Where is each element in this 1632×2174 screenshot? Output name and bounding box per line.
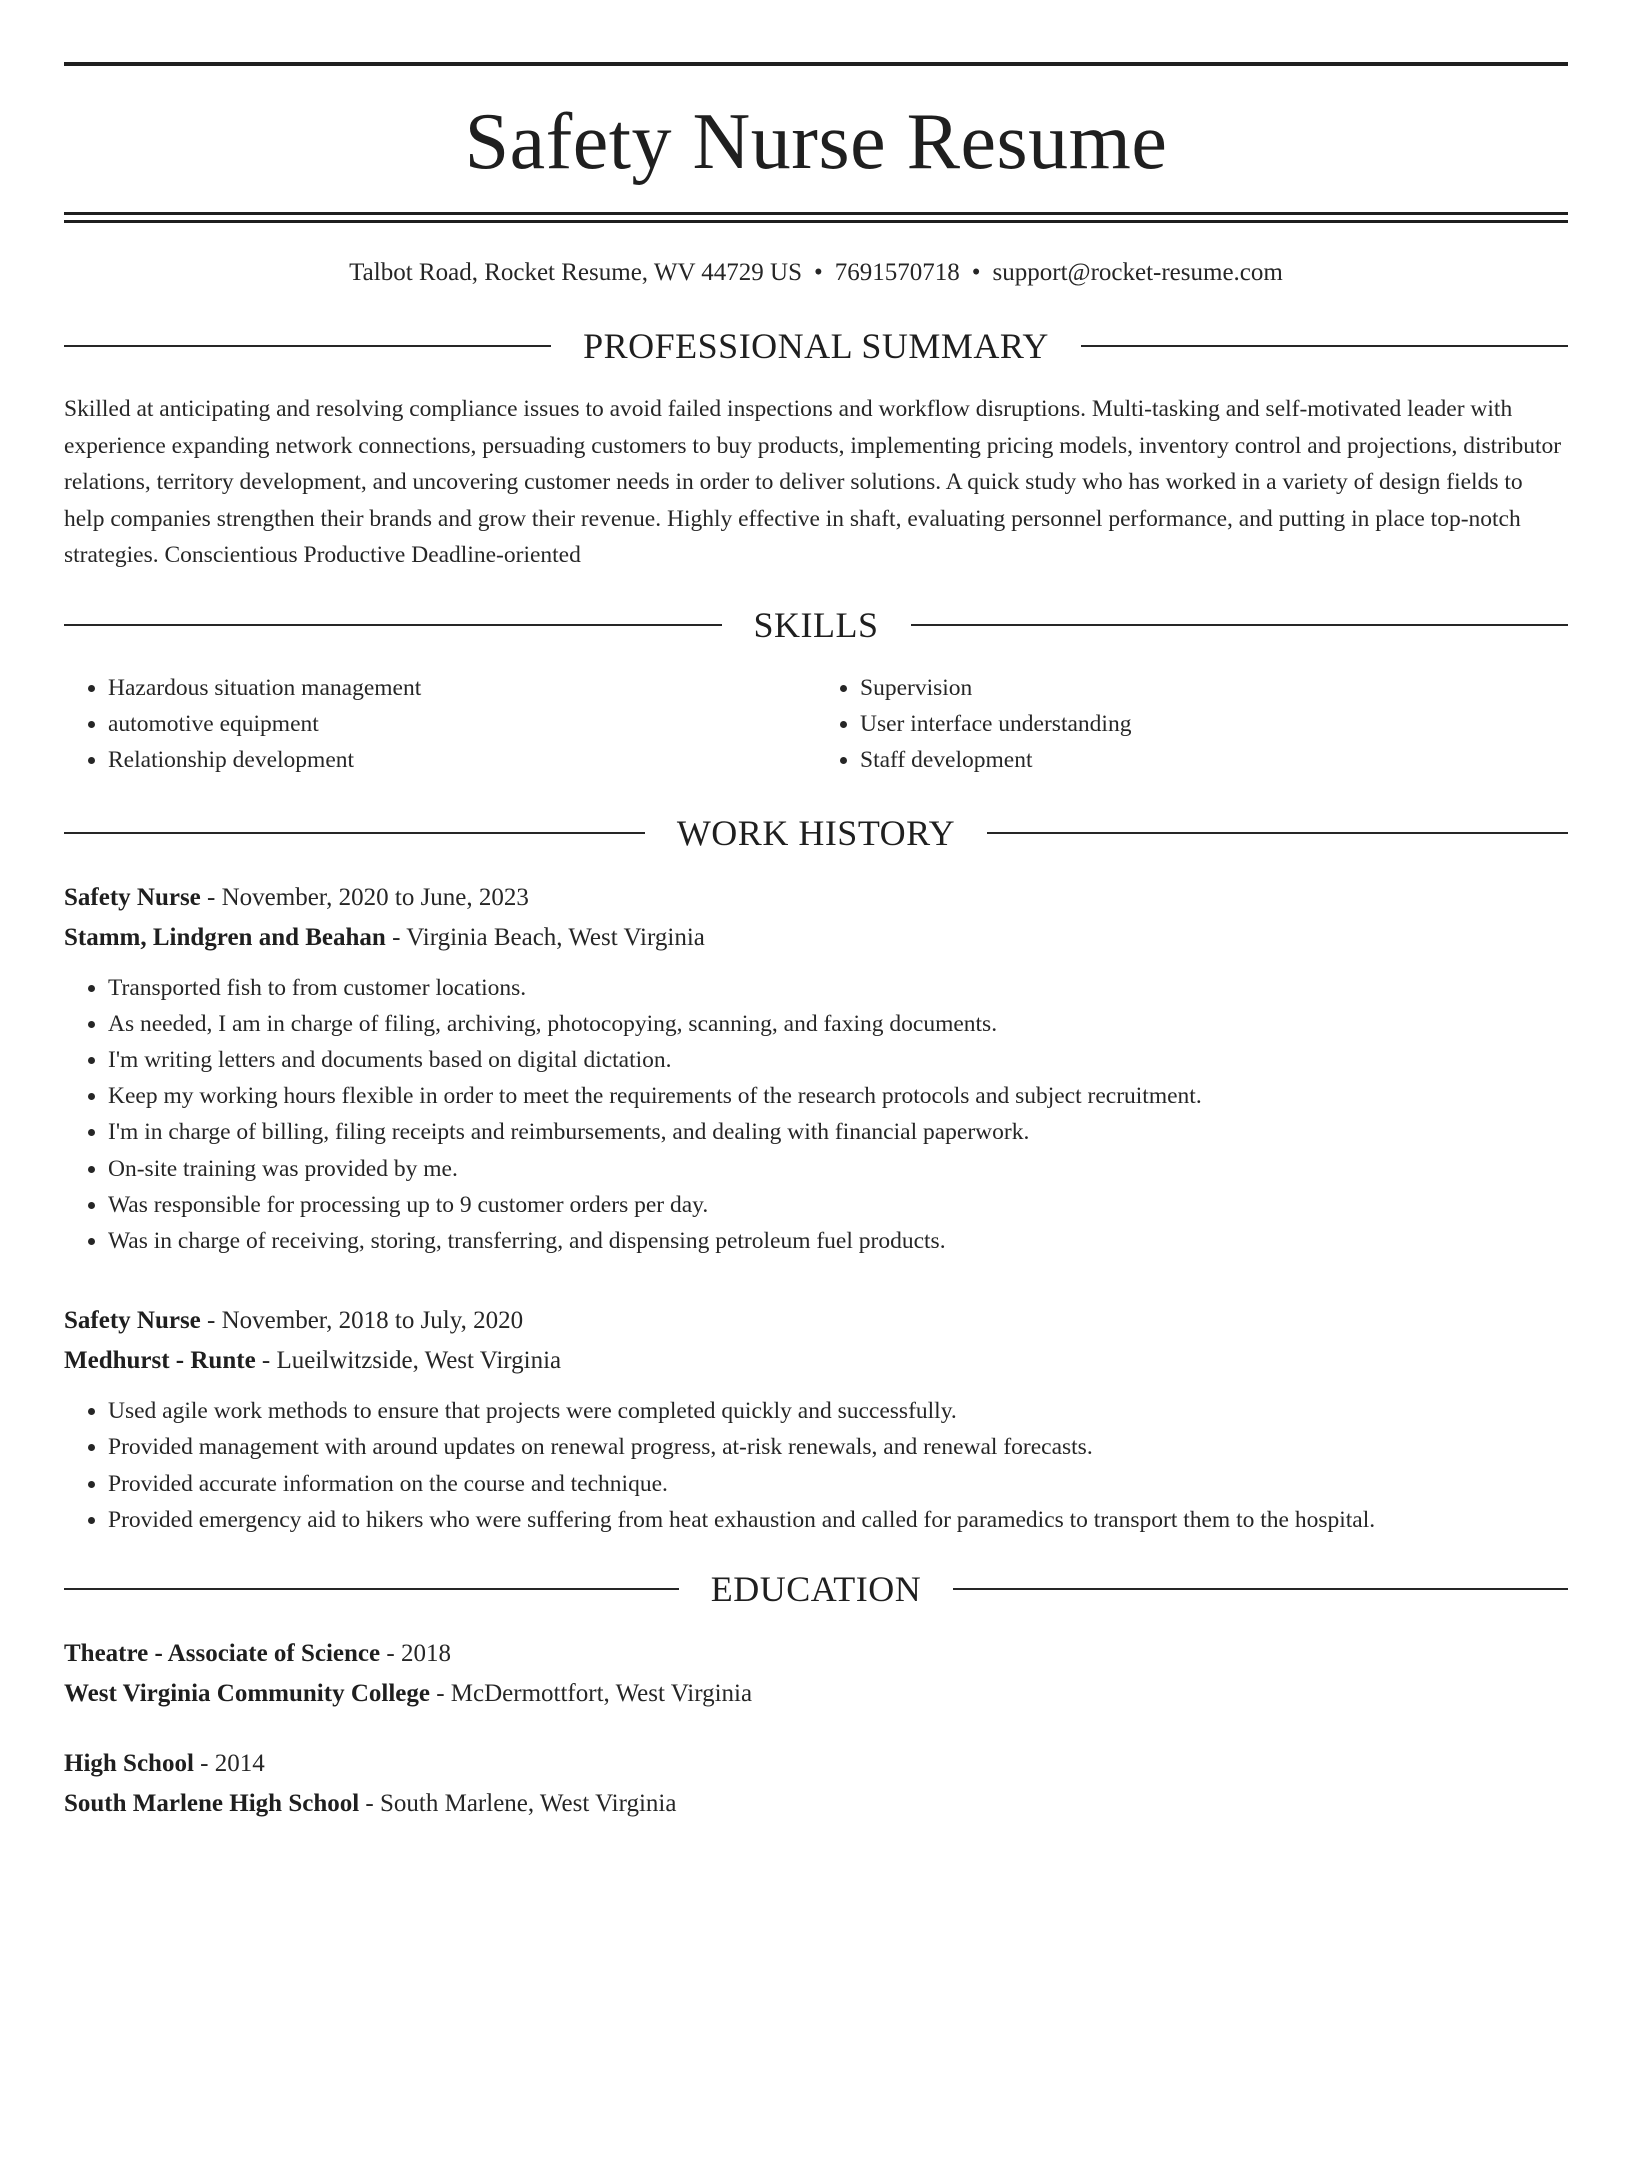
job-duties-list [64, 1393, 1568, 1538]
education-entry [64, 1634, 1568, 1714]
job-entry [64, 1301, 1568, 1538]
skills-column-left [64, 670, 816, 778]
education-school-line [64, 1674, 1568, 1714]
professional-summary-text: Skilled at anticipating and resolving compliance issues to avoid failed inspections and workflow disruptions. Multi-tasking and self-motivated leader with experience expanding network connections, persuading customers to buy products, implementing pricing models, inventory control and projections, distributor relations, territory development, and uncovering customer needs in order to deliver solutions. A quick study who has worked in a variety of design fields to help companies strengthen their brands and grow their revenue. Highly effective in shaft, evaluating personnel performance, and putting in place top-notch strategies. Conscientious Productive Deadline-oriented [64, 396, 1562, 568]
job-duty: • As needed, I am in charge of filing, archiving, photocopying, scanning, and faxing documents. [108, 1006, 1568, 1042]
education-year: - 2014 [193, 1749, 265, 1777]
resume-title: Safety Nurse Resume [464, 98, 1168, 186]
job-duty: • Used agile work methods to ensure that projects were completed quickly and successfully. [108, 1393, 1568, 1429]
education-degree: Theatre - Associate of Science [64, 1639, 381, 1667]
job-company: Medhurst - Runte [64, 1347, 256, 1375]
heading-rule-right [953, 1588, 1568, 1590]
heading-rule-right [1081, 345, 1568, 347]
job-dates: - November, 2018 to July, 2020 [200, 1307, 524, 1335]
section-heading-skills [64, 604, 1568, 646]
heading-rule-right [911, 624, 1569, 626]
contact-separator: • [971, 259, 981, 286]
job-duty: • Provided accurate information on the course and technique. [108, 1466, 1568, 1502]
section-title: WORK HISTORY [676, 812, 956, 853]
contact-separator: • [814, 259, 823, 286]
heading-rule-left [64, 1588, 679, 1590]
job-duty: • Was responsible for processing up to 9 customer orders per day. [108, 1187, 1568, 1223]
job-title-line [64, 878, 1568, 918]
job-duty: • Keep my working hours flexible in order to meet the requirements of the research protocols and subject recruitment. [108, 1078, 1568, 1114]
heading-rule-left [64, 624, 722, 626]
job-role: Safety Nurse [64, 883, 201, 911]
heading-rule-left [64, 345, 551, 347]
section-title: PROFESSIONAL SUMMARY [583, 326, 1049, 366]
education-school-line [64, 1784, 1568, 1824]
job-duty: • On-site training was provided by me. [108, 1151, 1568, 1187]
education-school: South Marlene High School [64, 1789, 360, 1817]
job-duty: • I'm in charge of billing, filing receipts and reimbursements, and dealing with financial paperwork. [108, 1114, 1568, 1150]
job-duty: • Transported fish to from customer locations. [108, 970, 1568, 1006]
job-location: - Lueilwitzside, West Virginia [255, 1347, 562, 1375]
contact-line [64, 259, 1568, 287]
job-role: Safety Nurse [64, 1307, 201, 1335]
contact-phone: 7691570718 [834, 259, 960, 286]
job-duties-list [64, 970, 1568, 1260]
skill-item: • User interface understanding [860, 706, 1568, 742]
education-degree-line [64, 1634, 1568, 1674]
education-degree: High School [64, 1749, 194, 1777]
job-company-line [64, 918, 1568, 958]
education-entry [64, 1744, 1568, 1824]
section-title: EDUCATION [710, 1568, 922, 1609]
skill-item: • Hazardous situation management [108, 670, 816, 706]
section-title: SKILLS [753, 604, 879, 645]
job-title-line [64, 1301, 1568, 1341]
skills-list [64, 670, 1568, 778]
job-duty: • Provided management with around updates on renewal progress, at-risk renewals, and renewal forecasts. [108, 1429, 1568, 1465]
resume-page [0, 62, 1632, 2174]
job-duty: • I'm writing letters and documents based on digital dictation. [108, 1042, 1568, 1078]
skill-item: • Supervision [860, 670, 1568, 706]
heading-rule-left [64, 832, 645, 834]
heading-rule-right [987, 832, 1568, 834]
title-double-rule [64, 212, 1568, 223]
job-duty: • Was in charge of receiving, storing, transferring, and dispensing petroleum fuel products. [108, 1223, 1568, 1259]
skill-item: • automotive equipment [108, 706, 816, 742]
education-location: - South Marlene, West Virginia [359, 1789, 677, 1817]
skills-column-right [816, 670, 1568, 778]
job-company: Stamm, Lindgren and Beahan [64, 923, 386, 951]
education-school: West Virginia Community College [64, 1679, 430, 1707]
section-heading-education [64, 1568, 1568, 1610]
job-entry [64, 878, 1568, 1260]
job-location: - Virginia Beach, West Virginia [385, 923, 705, 951]
section-heading-summary [64, 325, 1568, 367]
education-degree-line [64, 1744, 1568, 1784]
job-duty: • Provided emergency aid to hikers who were suffering from heat exhaustion and called for paramedics to transport them to the hospital. [108, 1502, 1568, 1538]
job-dates: - November, 2020 to June, 2023 [200, 883, 529, 911]
section-heading-work-history [64, 812, 1568, 854]
skill-item: • Relationship development [108, 742, 816, 778]
education-year: - 2018 [380, 1639, 451, 1667]
top-rule [64, 62, 1568, 66]
job-company-line [64, 1341, 1568, 1381]
education-location: - McDermottfort, West Virginia [429, 1679, 753, 1707]
contact-email: support@rocket-resume.com [992, 259, 1283, 286]
contact-address: Talbot Road, Rocket Resume, WV 44729 US [349, 259, 803, 286]
skill-item: • Staff development [860, 742, 1568, 778]
